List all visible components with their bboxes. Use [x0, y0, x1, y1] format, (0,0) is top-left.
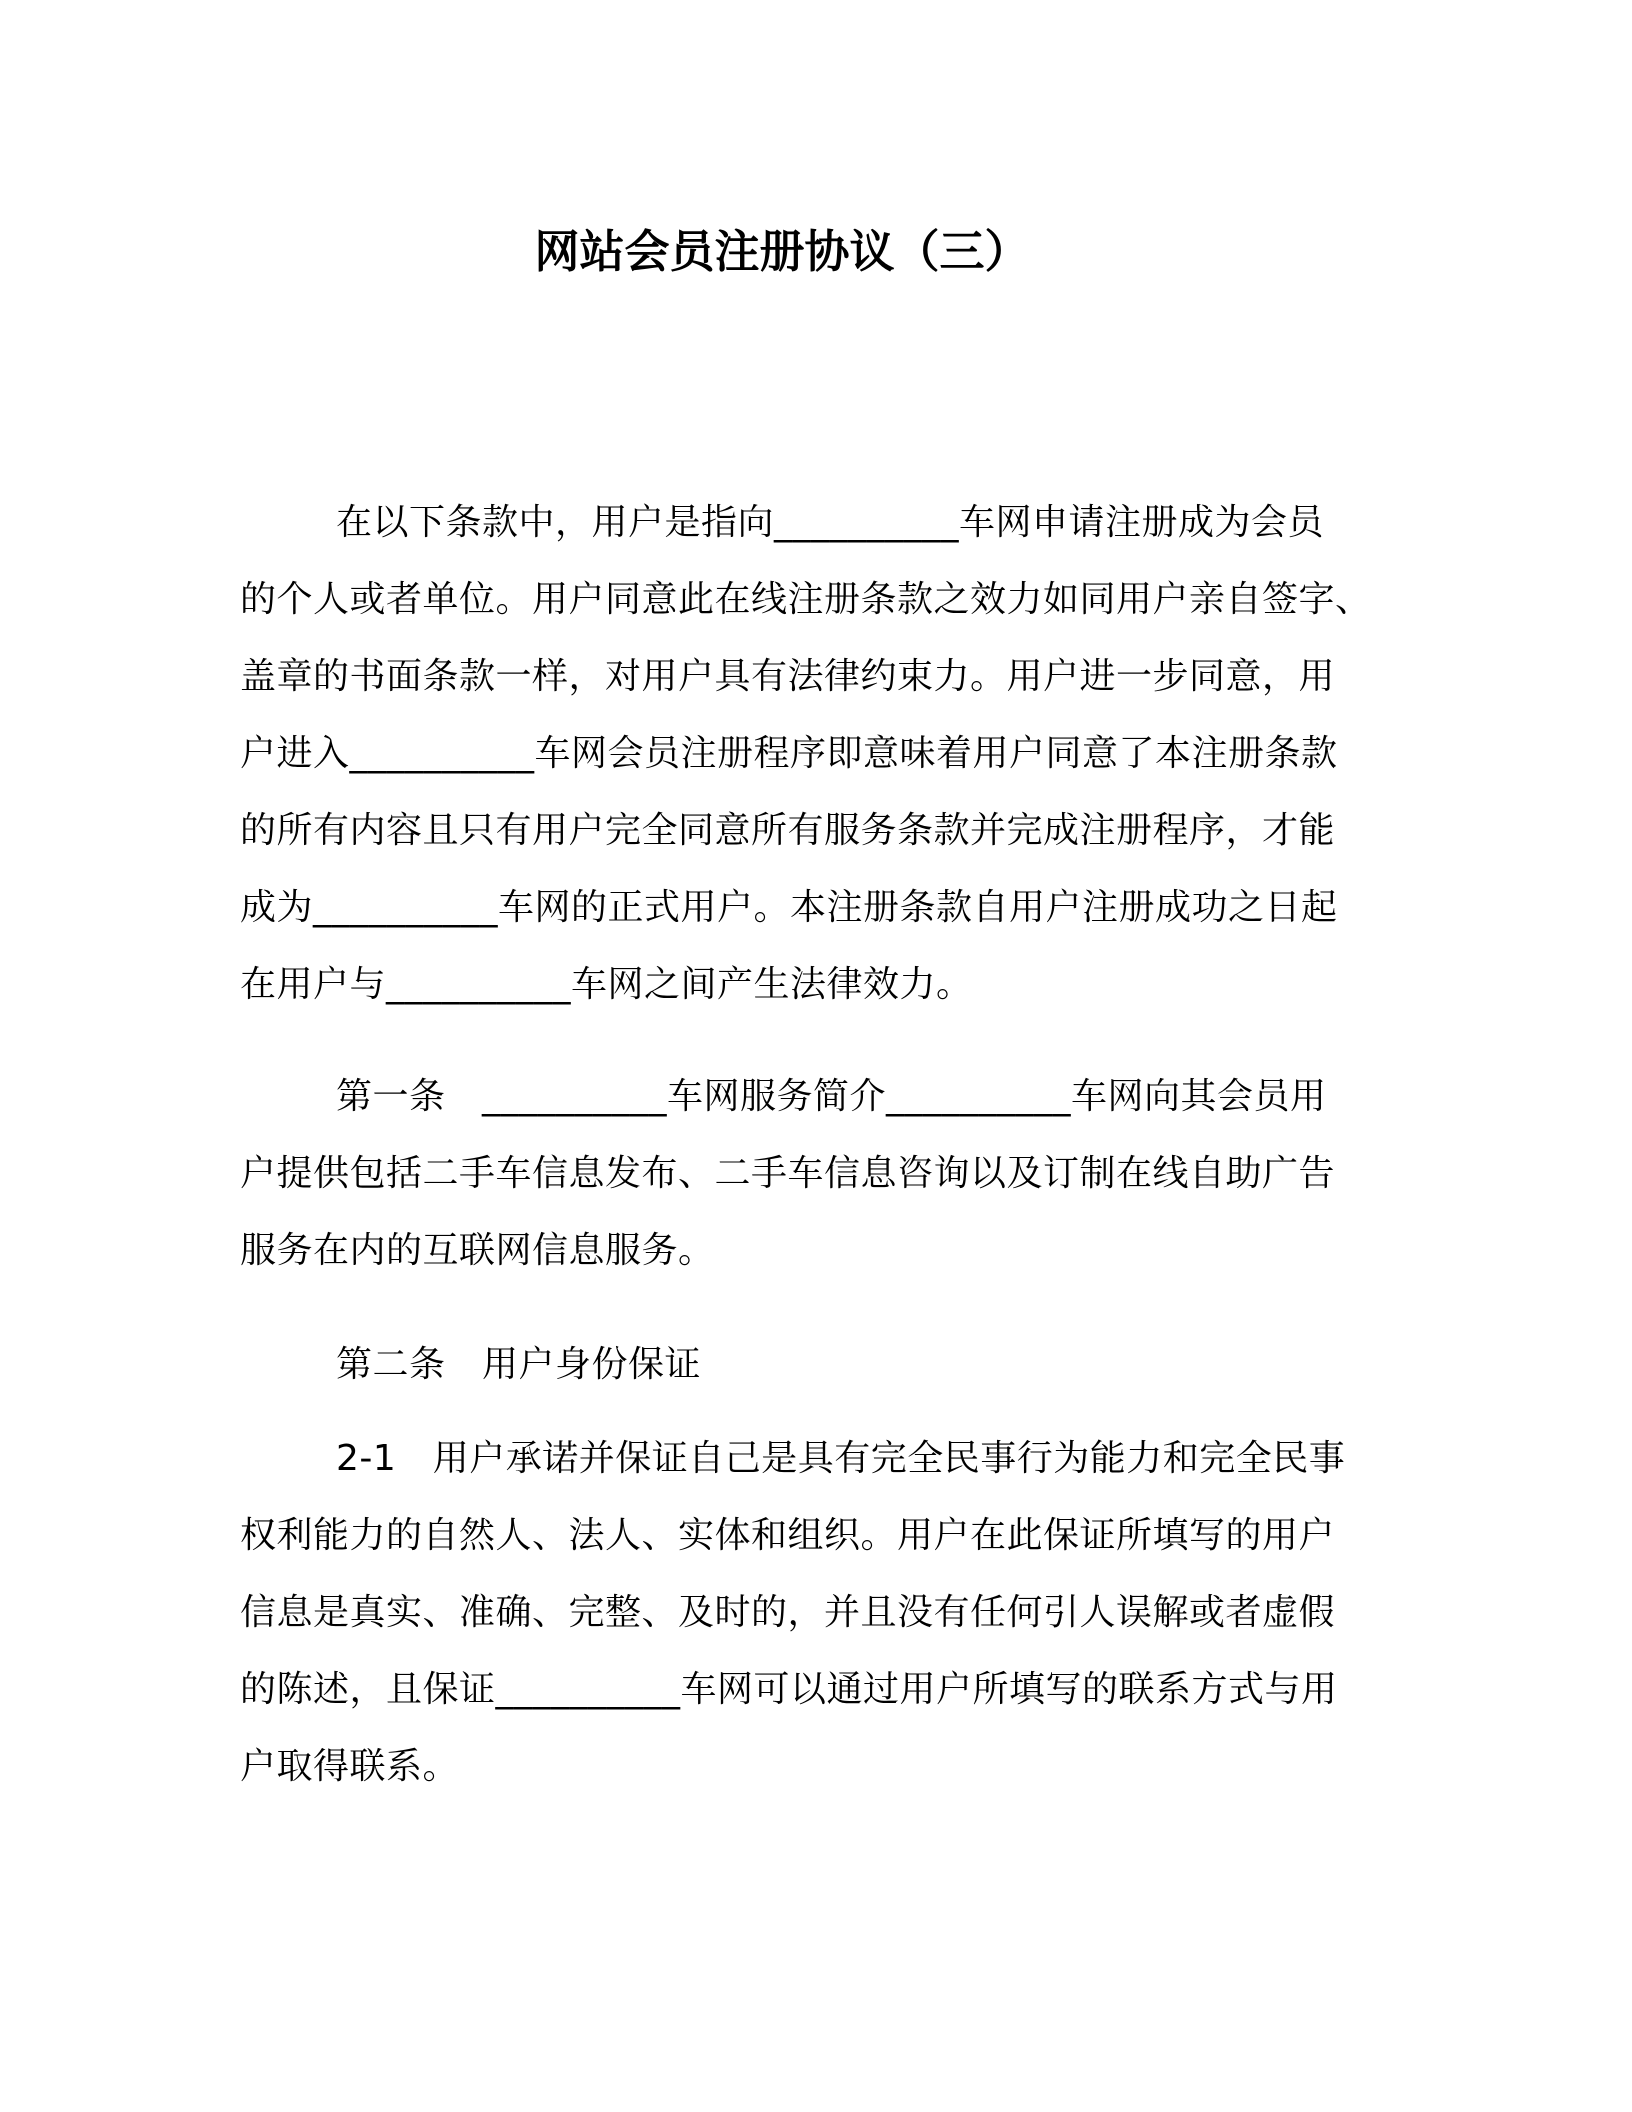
paragraph-line: 盖章的书面条款一样，对用户具有法律约束力。用户进一步同意，用 [240, 656, 1336, 697]
section-heading: 第二条 用户身份保证 [336, 1344, 702, 1385]
paragraph-article-one [240, 1058, 1390, 1289]
paragraph-line: 成为__________车网的正式用户。本注册条款自用户注册成功之日起 [240, 887, 1338, 928]
document-title: 网站会员注册协议（三） [534, 225, 1030, 278]
paragraph-line: 2-1 用户承诺并保证自己是具有完全民事行为能力和完全民事 [336, 1438, 1346, 1479]
paragraph-line: 户取得联系。 [240, 1746, 460, 1787]
paragraph-article-two-heading [240, 1326, 1390, 1403]
paragraph-line: 的个人或者单位。用户同意此在线注册条款之效力如同用户亲自签字、 [240, 579, 1372, 620]
paragraph-introduction [240, 484, 1390, 1023]
paragraph-line: 第一条 __________车网服务简介__________车网向其会员用 [336, 1076, 1327, 1117]
paragraph-line: 服务在内的互联网信息服务。 [240, 1230, 715, 1271]
paragraph-line: 权利能力的自然人、法人、实体和组织。用户在此保证所填写的用户 [240, 1515, 1336, 1556]
paragraph-article-two-one [240, 1420, 1390, 1805]
paragraph-line: 的陈述，且保证__________车网可以通过用户所填写的联系方式与用 [240, 1669, 1338, 1710]
paragraph-line: 的所有内容且只有用户完全同意所有服务条款并完成注册程序，才能 [240, 810, 1336, 851]
paragraph-line: 户提供包括二手车信息发布、二手车信息咨询以及订制在线自助广告 [240, 1153, 1336, 1194]
paragraph-line: 信息是真实、准确、完整、及时的，并且没有任何引人误解或者虚假 [240, 1592, 1336, 1633]
paragraph-line: 在用户与__________车网之间产生法律效力。 [240, 964, 973, 1005]
paragraph-line: 户进入__________车网会员注册程序即意味着用户同意了本注册条款 [240, 733, 1338, 774]
paragraph-line: 在以下条款中，用户是指向__________车网申请注册成为会员 [336, 502, 1325, 543]
